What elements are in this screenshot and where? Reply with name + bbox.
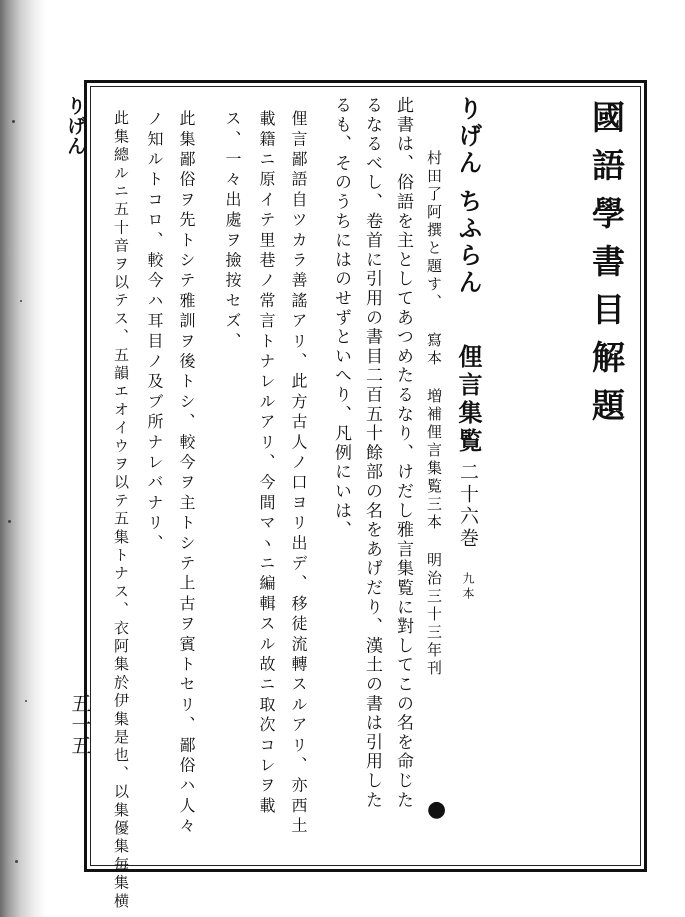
entry-heading <box>451 96 486 602</box>
entry-published: 明治三十三年刊 <box>425 552 443 678</box>
gutter-speck <box>12 120 15 123</box>
quote-line: 此集鄙俗ヲ先トシテ雅訓ヲ後トシ、較今ヲ主トシテ上古ヲ賓トセリ、鄙俗ハ人々 <box>177 110 196 838</box>
description-line: 此書は、俗語を主としてあつめたるなり、けだし雅言集覧に對してこの名を命じた <box>393 96 413 811</box>
gutter-speck <box>20 300 22 302</box>
entry-reading: りげん ちふらん <box>454 96 483 297</box>
book-gutter-edge <box>0 0 46 917</box>
entry-format: 寫本 <box>425 332 443 368</box>
quote-line: ノ知ルトコロ、較今ハ耳目ノ及ブ所ナレバナリ、 <box>145 110 164 555</box>
entry-author: 村田了阿撰と題す、 <box>425 150 443 312</box>
running-head: りげん <box>64 96 86 156</box>
entry-meta <box>424 150 445 678</box>
gutter-speck <box>25 700 27 702</box>
gutter-speck <box>8 520 11 523</box>
quote-line: 此集總ルニ五十音ヲ以テス、五韻エオイウヲ以テ五集トナス、衣阿集於伊集是也、以集優集毎集横 <box>112 110 130 911</box>
ink-dot: ● <box>427 796 447 822</box>
quote-line: 載籍ニ原イテ里巷ノ常言トナレルアリ、今間マヽニ編輯スル故ニ取次コレヲ載 <box>257 110 276 817</box>
entry-title: 俚言集覧 <box>454 344 483 457</box>
entry-books: 九本 <box>461 572 475 603</box>
description-line: るなるべし、卷首に引用の書目二百五十餘部の名をあげだり、漢土の書は引用した <box>362 96 382 811</box>
quote-line: ス、一々出處ヲ撿按セズ、 <box>223 110 242 353</box>
entry-supplement: 増補俚言集覧三本 <box>425 388 443 532</box>
description-line: るも、そのうちにはのせずといへり、凡例にいは、 <box>331 96 351 540</box>
quote-line: 俚言鄙語自ツカラ善謠アリ、此方古人ノ口ヨリ出デ、移徒流轉スルアリ、亦西土 <box>289 110 308 838</box>
book-title: 國語學書目解題 <box>587 100 626 436</box>
gutter-speck <box>15 860 18 863</box>
entry-volumes: 二十六巻 <box>457 462 479 551</box>
page-number: 五一五 <box>68 693 92 756</box>
